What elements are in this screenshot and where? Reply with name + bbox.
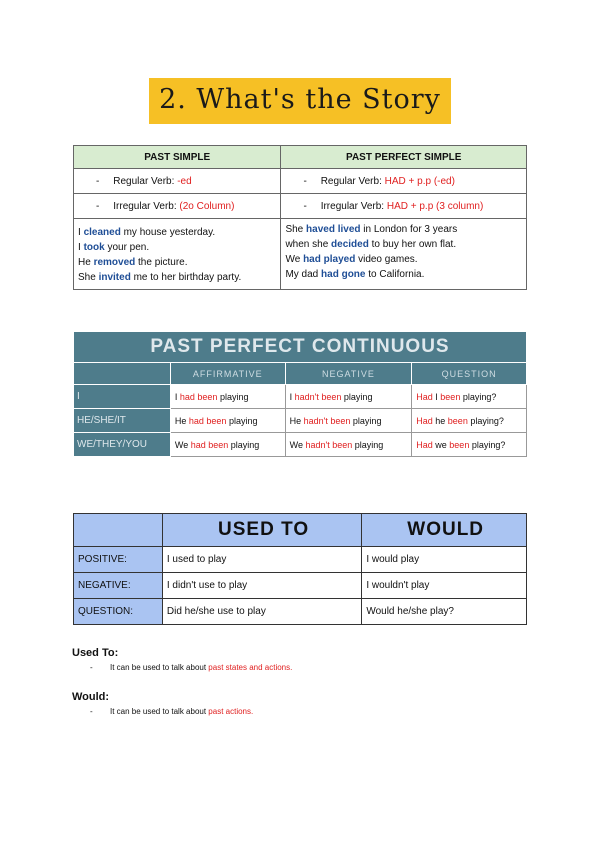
table-row <box>74 599 527 625</box>
negative-cell: He hadn't been playing <box>285 409 412 433</box>
affirmative-header: AFFIRMATIVE <box>170 363 285 385</box>
negative-cell: I hadn't been playing <box>285 385 412 409</box>
regular-verb-rule: HAD + p.p (-ed) <box>384 175 455 187</box>
subject-label: WE/THEY/YOU <box>74 433 171 457</box>
row-label: POSITIVE: <box>74 547 163 573</box>
past-perfect-examples <box>281 219 527 290</box>
question-cell: Had I been playing? <box>412 385 527 409</box>
bullet: - <box>303 175 307 187</box>
table-row <box>74 409 527 433</box>
used-to-cell: I didn't use to play <box>162 573 361 599</box>
example-line: She invited me to her birthday party. <box>78 272 242 283</box>
table-row <box>74 169 527 194</box>
row-label: NEGATIVE: <box>74 573 163 599</box>
past-perfect-simple-header: PAST PERFECT SIMPLE <box>281 146 527 169</box>
past-perfect-continuous-table <box>73 331 527 457</box>
question-header: QUESTION <box>412 363 527 385</box>
ppc-title: PAST PERFECT CONTINUOUS <box>74 332 527 363</box>
negative-cell: We hadn't been playing <box>285 433 412 457</box>
used-to-header: USED TO <box>162 514 361 547</box>
used-to-note <box>72 647 292 672</box>
past-simple-header: PAST SIMPLE <box>74 146 281 169</box>
note-bullet: - It can be used to talk about past actions. <box>90 707 254 716</box>
examples-row <box>74 219 527 290</box>
example-line: We had played video games. <box>285 254 418 265</box>
used-to-cell: Did he/she use to play <box>162 599 361 625</box>
example-line: when she decided to buy her own flat. <box>285 239 457 250</box>
irregular-verb-label: Irregular Verb: <box>113 200 177 212</box>
negative-header: NEGATIVE <box>285 363 412 385</box>
example-line: My dad had gone to California. <box>285 269 425 280</box>
page-title: 2. What's the Story <box>149 78 451 124</box>
would-cell: Would he/she play? <box>362 599 527 625</box>
subject-label: I <box>74 385 171 409</box>
irregular-verb-label: Irregular Verb: <box>320 200 385 212</box>
would-cell: I wouldn't play <box>362 573 527 599</box>
table-row <box>74 385 527 409</box>
example-line: He removed the picture. <box>78 257 188 268</box>
irregular-verb-rule: HAD + p.p (3 column) <box>386 200 484 212</box>
past-simple-examples <box>74 219 281 290</box>
would-header: WOULD <box>362 514 527 547</box>
table-row <box>74 547 527 573</box>
title-container <box>0 78 600 124</box>
past-simple-table <box>73 145 527 290</box>
bullet: - <box>96 175 100 187</box>
affirmative-cell: I had been playing <box>170 385 285 409</box>
table-row <box>74 194 527 219</box>
example-line: She haved lived in London for 3 years <box>285 224 458 235</box>
bullet: - <box>303 200 307 212</box>
irregular-verb-rule: (2o Column) <box>179 200 235 212</box>
note-bullet: - It can be used to talk about past states and actions. <box>90 663 293 672</box>
table-row <box>74 573 527 599</box>
table-row <box>74 433 527 457</box>
row-label: QUESTION: <box>74 599 163 625</box>
used-to-would-table <box>73 513 527 625</box>
would-cell: I would play <box>362 547 527 573</box>
affirmative-cell: We had been playing <box>170 433 285 457</box>
regular-verb-label: Regular Verb: <box>113 175 175 187</box>
question-cell: Had we been playing? <box>412 433 527 457</box>
question-cell: Had he been playing? <box>412 409 527 433</box>
regular-verb-rule: -ed <box>177 175 192 187</box>
regular-verb-label: Regular Verb: <box>320 175 382 187</box>
example-line: I cleaned my house yesterday. <box>78 227 216 238</box>
bullet: - <box>96 200 100 212</box>
affirmative-cell: He had been playing <box>170 409 285 433</box>
used-to-cell: I used to play <box>162 547 361 573</box>
example-line: I took your pen. <box>78 242 150 253</box>
note-heading: Used To: <box>72 647 119 659</box>
subject-label: HE/SHE/IT <box>74 409 171 433</box>
note-heading: Would: <box>72 691 110 703</box>
would-note <box>72 691 253 716</box>
